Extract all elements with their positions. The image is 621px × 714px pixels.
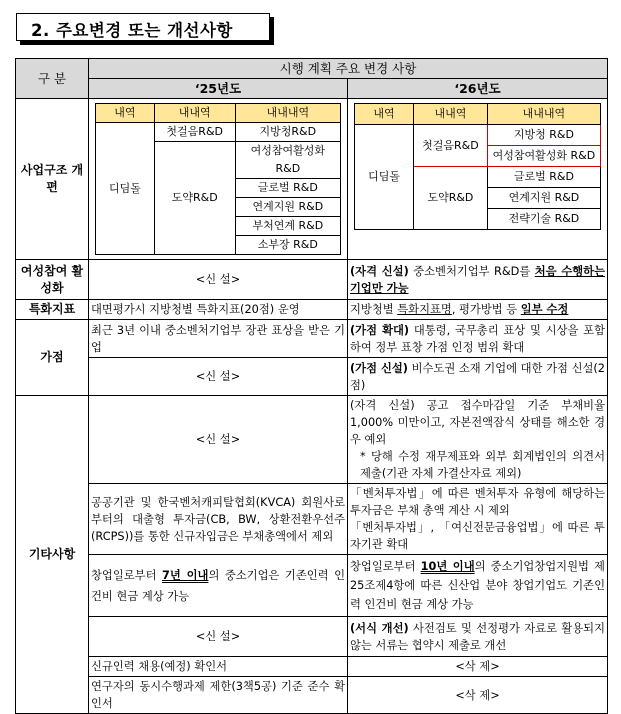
- women-2026-mid: 중소벤처기업부 R&D를: [408, 264, 535, 278]
- structure-2025-table: [95, 103, 341, 255]
- leaf-item: 지방청R&D: [235, 123, 340, 142]
- etc-2026-4-text: 사전검토 및 선정평가 자료로 활용되지 않는 서류는 협약시 제출로 개선: [350, 621, 605, 652]
- bonus-2026-1: [348, 320, 608, 358]
- etc-2026-5: <삭 제>: [348, 657, 608, 677]
- bonus-2026-2: [348, 358, 608, 396]
- bonus-2025-1: 최근 3년 이내 중소벤처기업부 장관 표상을 받은 기업: [89, 320, 348, 358]
- etc-2026-3-a: 창업일로부터: [350, 560, 421, 573]
- category-special: 특화지표: [16, 300, 89, 320]
- etc-row-6: [16, 677, 608, 714]
- etc-2025-3-a: 창업일로부터: [91, 568, 162, 582]
- header-2026: ‘26년도: [348, 79, 608, 99]
- etc-2026-3-c: 의 중소기업창업지원법 제25조제4항에 따른 신산업 분야 창업기업도 기존인력 인건비 현금 계상 가능: [350, 560, 605, 611]
- header-row-1: [16, 59, 608, 79]
- etc-2025-3-c: 의 중소기업은 기존인력 인건비 현금 계상 가능: [91, 568, 345, 603]
- bonus-2025-2: <신 설>: [89, 358, 348, 396]
- leaf-item: 글로벌 R&D: [235, 179, 340, 198]
- leaf-item: 글로벌 R&D: [487, 167, 600, 188]
- leaf-item: 연계지원 R&D: [235, 198, 340, 217]
- etc-2025-1: <신 설>: [89, 396, 348, 484]
- category-women: 여성참여 활성화: [16, 260, 89, 300]
- header-2025: ‘25년도: [89, 79, 348, 99]
- etc-2025-5: 신규인력 채용(예정) 확인서: [89, 657, 348, 677]
- header-category: 구 분: [16, 59, 89, 99]
- etc-row-2: [16, 484, 608, 555]
- bonus-2026-1-prefix: (가점 확대): [350, 323, 410, 337]
- etc-row-4: [16, 617, 608, 657]
- bonus-2026-1-text: 대통령, 국무총리 표상 및 시상을 포함하여 정부 표창 가점 인정 범위 확대: [350, 323, 605, 354]
- sub-header: 내역: [355, 104, 414, 125]
- group-item: 첫걸음R&D: [154, 123, 235, 142]
- etc-2026-2-a: 「벤처투자법」에 따른 벤처투자 유형에 해당하는 투자금은 부채 총액 계산 시 제외: [350, 487, 605, 517]
- structure-2026-cell: [348, 99, 608, 260]
- changes-table: [15, 58, 608, 714]
- etc-2026-2-b: 「벤처투자법」, 「여신전문금융업법」에 따른 투자기관 확대: [350, 521, 605, 551]
- etc-row-3: [16, 555, 608, 617]
- women-2026-prefix: (자격 신설): [350, 264, 409, 278]
- etc-2025-3-b: 7년 이내: [161, 568, 209, 582]
- leaf-item: 여성참여활성화 R&D: [235, 142, 340, 179]
- etc-2025-2: 공공기관 및 한국벤처캐피탈협회(KVCA) 회원사로부터의 대출형 투자금(CB, BW, 상환전환우선주(RCPS))를 통한 신규자입금은 부채총액에서 제외: [89, 484, 348, 555]
- etc-2026-4-prefix: (서식 개선): [350, 621, 409, 635]
- group-item: 도약R&D: [154, 142, 235, 255]
- bonus-2026-2-text: 비수도권 소재 기업에 대한 가점 신설(2점): [350, 361, 605, 392]
- women-2026: [348, 260, 608, 300]
- header-row-2: [16, 79, 608, 99]
- special-2025: 대면평가시 지방청별 특화지표(20점) 운영: [89, 300, 348, 320]
- section-heading-box: [16, 13, 270, 41]
- etc-2026-1: [348, 396, 608, 484]
- etc-2026-4: [348, 617, 608, 657]
- etc-2026-3-b: 10년 이내: [420, 560, 475, 573]
- etc-2026-1-note: * 당해 수정 재무제표와 외부 회계법인의 의견서 제출(기관 자체 가결산자료 제외): [360, 450, 605, 480]
- leaf-item: 여성참여활성화 R&D: [487, 146, 600, 167]
- etc-2026-3: [348, 555, 608, 617]
- leaf-item: 부처연계 R&D: [235, 217, 340, 236]
- special-2026: [348, 300, 608, 320]
- header-main: 시행 계획 주요 변경 사항: [89, 59, 608, 79]
- special-row: [16, 300, 608, 320]
- group-item: 첫걸음R&D: [414, 125, 488, 167]
- etc-2025-3: [89, 555, 348, 617]
- etc-2026-1-text: (자격 신설) 공고 접수마감일 기준 부채비율 1,000% 미만이고, 자본전액잠식 상태를 해소한 경우 예외: [350, 399, 605, 446]
- etc-2026-2: [348, 484, 608, 555]
- women-2025: <신 설>: [89, 260, 348, 300]
- leaf-item: 지방청 R&D: [487, 125, 600, 146]
- sub-header: 내내내역: [487, 104, 600, 125]
- sub-header: 내내내역: [235, 104, 340, 123]
- special-2026-c: , 평가방법 등: [451, 303, 521, 316]
- special-2026-b: 특화지표명: [397, 303, 452, 316]
- leaf-item: 연계지원 R&D: [487, 188, 600, 209]
- structure-row: [16, 99, 608, 260]
- category-etc: 기타사항: [16, 396, 89, 714]
- category-structure: 사업구조 개편: [16, 99, 89, 260]
- leaf-item: 전략기술 R&D: [487, 209, 600, 230]
- structure-2025-cell: [89, 99, 348, 260]
- etc-2026-6: <삭 제>: [348, 677, 608, 714]
- leaf-item: 소부장 R&D: [235, 236, 340, 255]
- etc-row-5: [16, 657, 608, 677]
- sub-header: 내내역: [414, 104, 488, 125]
- special-2026-a: 지방청별: [350, 303, 398, 316]
- bonus-2026-2-prefix: (가점 신설): [350, 361, 408, 375]
- sub-header: 내역: [96, 104, 155, 123]
- structure-2026-table: [354, 103, 601, 230]
- sub-header: 내내역: [154, 104, 235, 123]
- root-item: 디딤돌: [96, 123, 155, 255]
- women-row: [16, 260, 608, 300]
- category-bonus: 가점: [16, 320, 89, 396]
- root-item: 디딤돌: [355, 125, 414, 230]
- women-2026-emphasis: 처음 수행하는 기업만 가능: [350, 264, 605, 295]
- bonus-row-2: [16, 358, 608, 396]
- etc-2025-6: 연구자의 동시수행과제 제한(3책5공) 기준 준수 확인서: [89, 677, 348, 714]
- group-item: 도약R&D: [414, 167, 488, 230]
- etc-row-1: [16, 396, 608, 484]
- section-heading: 2. 주요변경 또는 개선사항: [31, 21, 233, 40]
- bonus-row-1: [16, 320, 608, 358]
- etc-2025-4: <신 설>: [89, 617, 348, 657]
- special-2026-d: 일부 수정: [520, 303, 569, 316]
